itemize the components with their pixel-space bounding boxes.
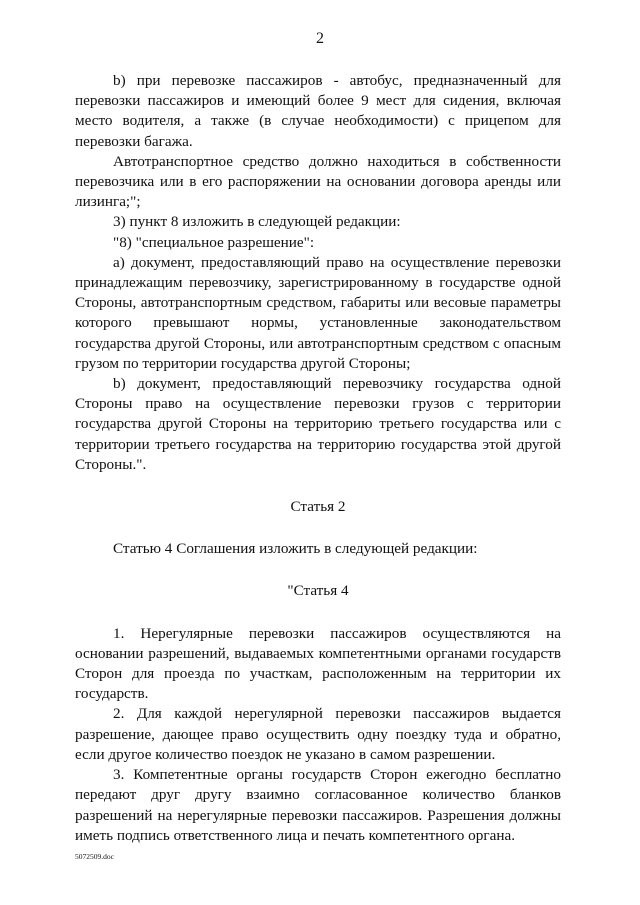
paragraph-article4-2: 2. Для каждой нерегулярной перевозки пассажиров выдается разрешение, дающее право осуществить одну поездку туда и обратно, если другое количество поездок не указано в самом разрешении.	[75, 705, 561, 763]
document-body	[75, 71, 561, 846]
paragraph-special-permit: "8) "специальное разрешение":	[113, 233, 315, 251]
paragraph-a-document: а) документ, предоставляющий право на осуществление перевозки принадлежащим перевозчику, зарегистрированному в государстве одной Стороны, автотранспортным средством, габариты или весовые параметры которого превышают нормы, установленные законодательством государства другой Стороны, или автотранспортным средством с опасным грузом по территории государства другой Стороны;	[75, 253, 561, 372]
article-2-intro: Статью 4 Соглашения изложить в следующей редакции:	[113, 540, 478, 558]
paragraph-article4-1: 1. Нерегулярные перевозки пассажиров осуществляются на основании разрешений, выдаваемых компетентными органами государств Сторон для проезда по участкам, расположенным на территории их государств.	[75, 624, 561, 703]
page-number: 2	[316, 30, 324, 47]
footer-filename: 5072509.doc	[75, 852, 114, 861]
article-2-heading: Статья 2	[290, 498, 346, 516]
article-4-heading: "Статья 4	[287, 582, 349, 600]
paragraph-vehicle-ownership: Автотранспортное средство должно находиться в собственности перевозчика или в его распоряжении на основании договора аренды или лизинга;";	[75, 152, 561, 211]
paragraph-b-bus: b) при перевозке пассажиров - автобус, предназначенный для перевозки пассажиров и имеющий более 9 мест для сидения, включая место водителя, а также (в случае необходимости) с прицепом для перевозки багажа.	[75, 72, 561, 150]
paragraph-b-document: b) документ, предоставляющий перевозчику государства одной Стороны право на осуществление перевозки грузов с территории государства другой Стороны на территорию третьего государства или с территории третьего государства на территорию государства этой другой Стороны.".	[75, 375, 561, 473]
paragraph-article4-3: 3. Компетентные органы государств Сторон ежегодно бесплатно передают друг другу взаимно согласованное количество бланков разрешений на нерегулярные перевозки пассажиров. Разрешения должны иметь подпись ответственного лица и печать компетентного органа.	[75, 766, 561, 844]
paragraph-item-8: 3) пункт 8 изложить в следующей редакции:	[113, 213, 401, 231]
